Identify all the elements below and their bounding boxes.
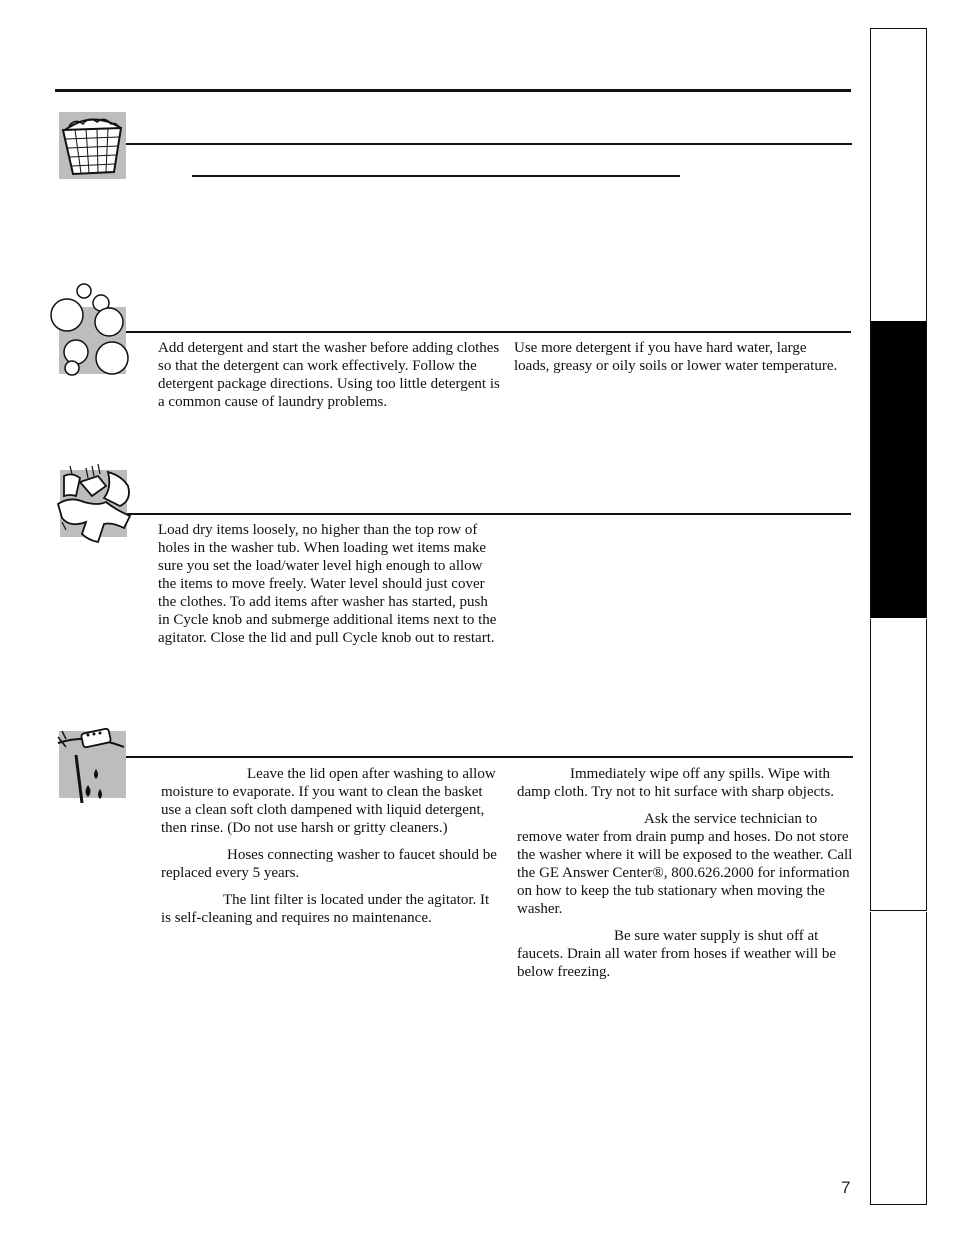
- care-left-column: [161, 765, 501, 927]
- care-rule: [126, 756, 853, 758]
- side-tab-3: [870, 619, 927, 911]
- care-moving-text: Ask the service technician to remove water from drain pump and hoses. Do not store the washer where it will be exposed to the weather. Call the GE Answer Center®, 800.626.2000 for information on how to keep the tub stationary when moving the washer.: [517, 811, 853, 917]
- header-rule: [126, 143, 852, 145]
- care-hoses-text: Hoses connecting washer to faucet should be replaced every 5 years.: [161, 847, 497, 881]
- detergent-bubbles-icon: [48, 282, 132, 378]
- top-rule: [55, 89, 851, 92]
- laundry-basket-icon: [59, 112, 126, 179]
- side-tab-1: [870, 28, 927, 321]
- care-freezing-text: Be sure water supply is shut off at faucets. Drain all water from hoses if weather will be below freezing.: [517, 928, 837, 980]
- basket-icon-box: [59, 112, 126, 179]
- care-lid-text: Leave the lid open after washing to allow moisture to evaporate. If you want to clean the basket use a clean soft cloth dampened with liquid detergent, then rinse. (Do not use harsh or gritty cleaners.): [161, 766, 496, 836]
- detergent-right-text: Use more detergent if you have hard water, large loads, greasy or oily soils or lower water temperature.: [514, 340, 838, 374]
- loading-text: Load dry items loosely, no higher than the top row of holes in the washer tub. When loading wet items make sure you set the load/water level high enough to allow the items to move freely. Water level should just cover the clothes. To add items after washer has started, push in Cycle knob and submerge additional items next to the agitator. Close the lid and pull Cycle knob out to restart.: [158, 522, 497, 646]
- detergent-left-text: Add detergent and start the washer before adding clothes so that the detergent can work effectively. Follow the detergent package directions. Using too little detergent is a common cause of laundry problems.: [158, 340, 500, 410]
- detergent-rule: [126, 331, 851, 333]
- subheader-rule: [192, 175, 680, 177]
- side-tab-2-active: [870, 321, 927, 618]
- washer-care-icon: [52, 725, 132, 805]
- loading-rule: [126, 513, 851, 515]
- clothes-load-icon: [50, 462, 136, 552]
- page-number: 7: [841, 1178, 851, 1197]
- care-lint-filter-text: The lint filter is located under the agitator. It is self-cleaning and requires no maintenance.: [161, 892, 490, 926]
- care-right-column: [517, 765, 855, 981]
- side-tab-4: [870, 912, 927, 1205]
- care-spills-text: Immediately wipe off any spills. Wipe with damp cloth. Try not to hit surface with sharp objects.: [517, 766, 835, 800]
